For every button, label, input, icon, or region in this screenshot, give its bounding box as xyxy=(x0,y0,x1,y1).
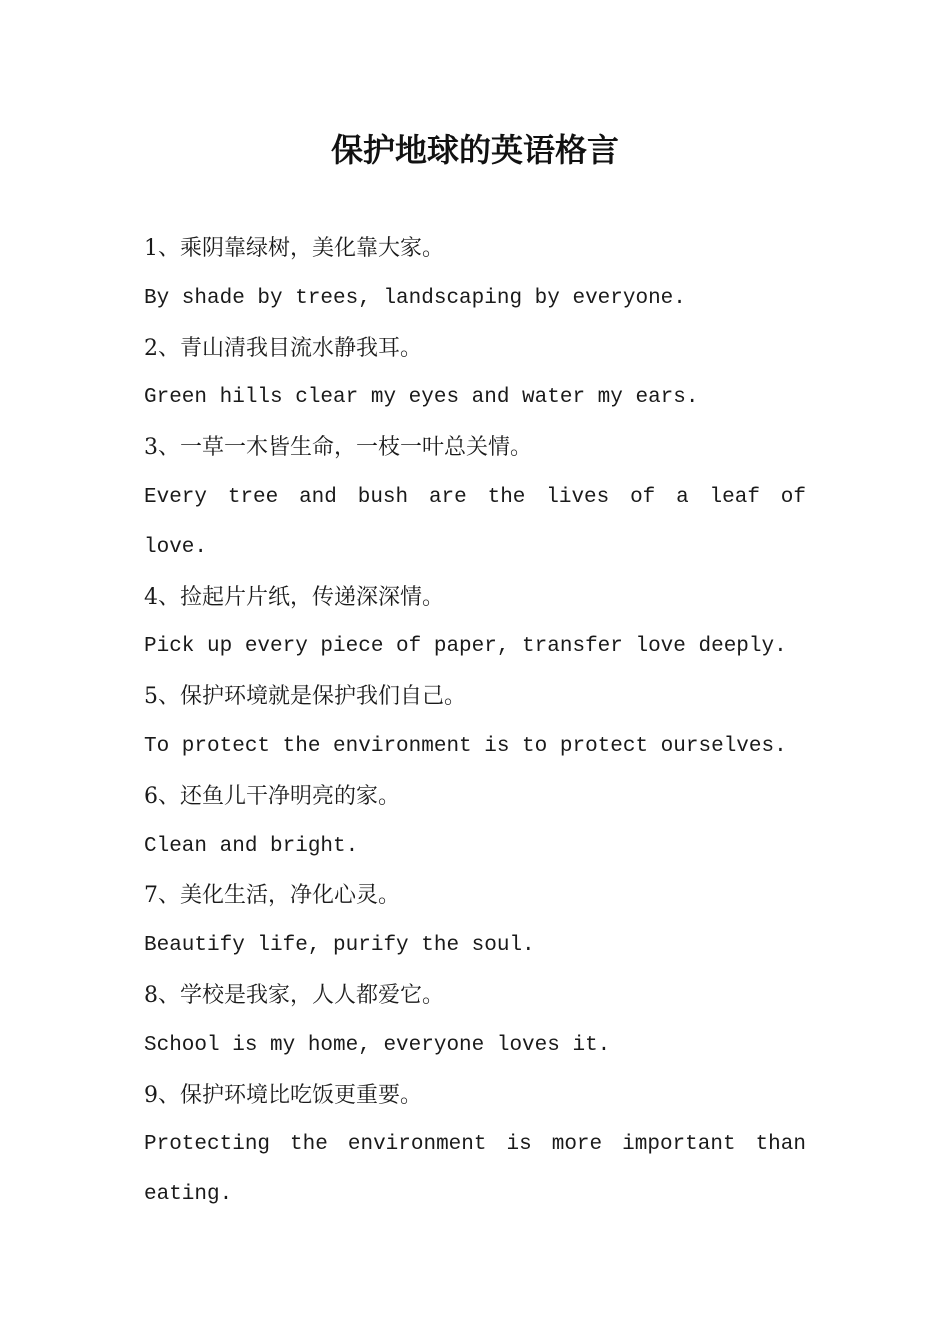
motto-english: To protect the environment is to protect ourselves. xyxy=(144,734,787,758)
motto-chinese: 5、保护环境就是保护我们自己。 xyxy=(144,684,466,710)
motto-english: Pick up every piece of paper, transfer love deeply. xyxy=(144,635,787,659)
motto-chinese: 7、美化生活，净化心灵。 xyxy=(144,883,400,909)
motto-chinese: 4、捡起片片纸，传递深深情。 xyxy=(144,584,444,610)
motto-english: School is my home, everyone loves it. xyxy=(144,1033,611,1057)
motto-english-continued: love. xyxy=(144,535,208,559)
motto-chinese: 6、还鱼儿干净明亮的家。 xyxy=(144,783,400,809)
motto-english: Beautify life, purify the soul. xyxy=(144,934,535,958)
document-body xyxy=(144,224,806,1220)
document-title: 保护地球的英语格言 xyxy=(330,131,619,169)
motto-english: Green hills clear my eyes and water my ears. xyxy=(144,386,699,410)
motto-chinese: 2、青山清我目流水静我耳。 xyxy=(144,335,422,361)
motto-english: Protecting the environment is more important than xyxy=(144,1133,806,1157)
motto-chinese: 3、一草一木皆生命，一枝一叶总关情。 xyxy=(144,435,532,461)
motto-english: Every tree and bush are the lives of a leaf of xyxy=(144,485,806,509)
motto-chinese: 1、乘阴靠绿树，美化靠大家。 xyxy=(144,236,444,261)
motto-chinese: 8、学校是我家，人人都爱它。 xyxy=(144,982,444,1008)
motto-english: By shade by trees, landscaping by everyone. xyxy=(144,286,686,310)
motto-chinese: 9、保护环境比吃饭更重要。 xyxy=(144,1082,422,1108)
motto-english: Clean and bright. xyxy=(144,834,359,858)
motto-english-continued: eating. xyxy=(144,1183,233,1207)
